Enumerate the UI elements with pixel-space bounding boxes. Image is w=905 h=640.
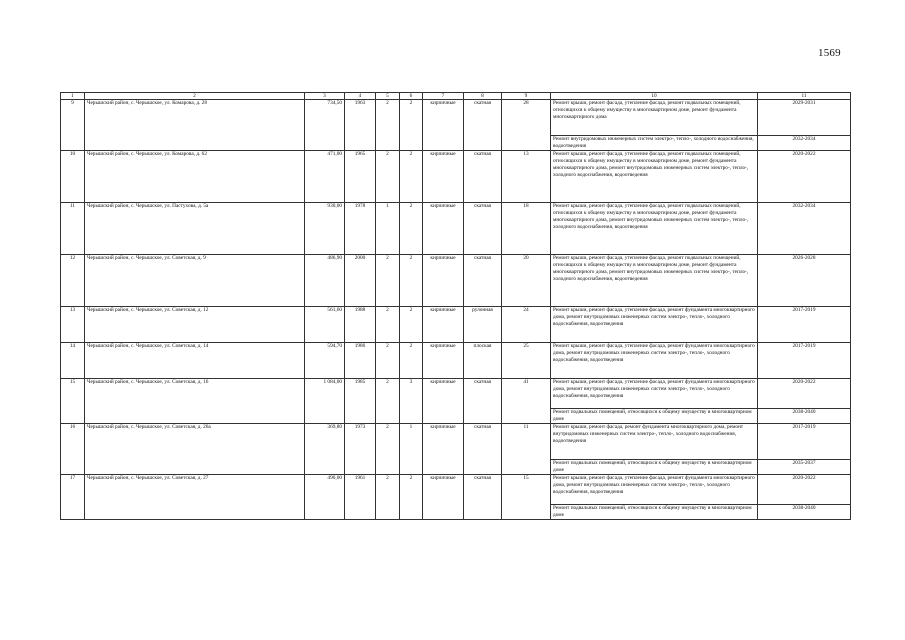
row-apartments: 41 — [502, 379, 551, 424]
row-year: 1985 — [345, 379, 376, 424]
row-area: 594,70 — [305, 343, 345, 379]
row-number: 14 — [61, 343, 85, 379]
row-address: Черышский район, с. Черышское, ул. Пастухова, д. 5а — [85, 203, 305, 255]
row-address: Черышский район, с. Черышское, ул. Советская, д. 12 — [85, 307, 305, 343]
table-row — [61, 424, 851, 460]
row-work-description: Ремонт крыши, ремонт фасада, утепление фасада, ремонт фундамента многоквартирного дома, ремонт внутридомовых инженерных систем электро-, тепло-, холодного водоснабжения, водоотведения — [551, 307, 758, 343]
row-number: 15 — [61, 379, 85, 424]
row-roof-type: скатная — [464, 100, 502, 151]
row-apartments: 24 — [502, 307, 551, 343]
row-work-period: 2035-2037 — [758, 460, 851, 475]
row-floors: 2 — [376, 151, 400, 203]
row-entrances: 2 — [400, 151, 423, 203]
row-wall-material: кирпичные — [423, 255, 464, 307]
row-floors: 2 — [376, 475, 400, 520]
row-entrances: 3 — [400, 379, 423, 424]
column-header: 4 — [345, 93, 376, 100]
repair-program-table — [60, 92, 851, 520]
row-address: Черышский район, с. Черышское, ул. Советская, д. 9 — [85, 255, 305, 307]
row-year: 2000 — [345, 255, 376, 307]
row-year: 1963 — [345, 100, 376, 151]
column-header: 1 — [61, 93, 85, 100]
row-work-description: Ремонт крыши, ремонт фасада, утепление фасада, ремонт подвальных помещений, относящихся к общему имуществу в многоквартирном доме, ремонт фундамента многоквартирного дома, ремонт внутридомовых инженерных систем электро-, тепло-, холодного водоснабжения, водоотведения — [551, 203, 758, 255]
row-roof-type: скатная — [464, 255, 502, 307]
row-number: 16 — [61, 424, 85, 475]
row-work-period: 2032-2034 — [758, 203, 851, 255]
row-work-description: Ремонт крыши, ремонт фасада, утепление фасада, ремонт подвальных помещений, относящихся к общему имуществу в многоквартирном доме, ремонт фундамента многоквартирного дома, ремонт внутридомовых инженерных систем электро-, тепло-, холодного водоснабжения, водоотведения — [551, 151, 758, 203]
row-floors: 2 — [376, 100, 400, 151]
row-apartments: 20 — [502, 255, 551, 307]
row-number: 9 — [61, 100, 85, 151]
row-address: Черышский район, с. Черышское, ул. Советская, д. 16 — [85, 379, 305, 424]
row-entrances: 1 — [400, 424, 423, 475]
row-apartments: 18 — [502, 203, 551, 255]
table-row — [61, 203, 851, 255]
row-floors: 2 — [376, 255, 400, 307]
row-apartments: 28 — [502, 100, 551, 151]
row-work-period: 2038-2040 — [758, 505, 851, 520]
row-number: 13 — [61, 307, 85, 343]
row-wall-material: кирпичные — [423, 475, 464, 520]
column-header: 9 — [502, 93, 551, 100]
row-apartments: 13 — [502, 151, 551, 203]
row-year: 1961 — [345, 475, 376, 520]
row-roof-type: скатная — [464, 203, 502, 255]
row-work-description: Ремонт крыши, ремонт фасада, утепление фасада, ремонт фундамента многоквартирного дома, ремонт внутридомовых инженерных систем электро-, тепло-, холодного водоснабжения, водоотведения — [551, 343, 758, 379]
row-work-period: 2017-2019 — [758, 307, 851, 343]
row-area: 734,50 — [305, 100, 345, 151]
row-area: 471,00 — [305, 151, 345, 203]
column-header: 2 — [85, 93, 305, 100]
row-address: Черышский район, с. Черышское, ул. Комарова, д. 62 — [85, 151, 305, 203]
row-work-period: 2020-2022 — [758, 151, 851, 203]
table-row — [61, 343, 851, 379]
row-address: Черышский район, с. Черышское, ул. Комарова, д. 28 — [85, 100, 305, 151]
row-work-description: Ремонт крыши, ремонт фасада, утепление фасада, ремонт фундамента многоквартирного дома, ремонт внутридомовых инженерных систем электро-, тепло-, холодного водоснабжения, водоотведения — [551, 379, 758, 409]
row-apartments: 11 — [502, 424, 551, 475]
row-work-description: Ремонт подвальных помещений, относящихся к общему имуществу в многоквартирном доме — [551, 409, 758, 424]
column-header: 11 — [758, 93, 851, 100]
row-work-period: 2020-2022 — [758, 475, 851, 505]
table-row — [61, 475, 851, 505]
row-work-period: 2017-2019 — [758, 343, 851, 379]
row-year: 1973 — [345, 424, 376, 475]
table-row — [61, 379, 851, 409]
row-wall-material: кирпичные — [423, 100, 464, 151]
column-header: 3 — [305, 93, 345, 100]
row-floors: 1 — [376, 203, 400, 255]
row-address: Черышский район, с. Черышское, ул. Советская, д. 14 — [85, 343, 305, 379]
row-roof-type: скатная — [464, 151, 502, 203]
column-header: 10 — [551, 93, 758, 100]
row-floors: 2 — [376, 343, 400, 379]
row-entrances: 2 — [400, 100, 423, 151]
row-area: 1 084,00 — [305, 379, 345, 424]
row-roof-type: плоская — [464, 343, 502, 379]
row-number: 10 — [61, 151, 85, 203]
row-entrances: 2 — [400, 255, 423, 307]
row-work-description: Ремонт крыши, ремонт фасада, ремонт фундамента многоквартирного дома, ремонт внутридомовых инженерных систем электро-, тепло-, холодного водоснабжения, водоотведения — [551, 424, 758, 460]
column-header: 5 — [376, 93, 400, 100]
column-header: 8 — [464, 93, 502, 100]
row-number: 11 — [61, 203, 85, 255]
row-area: 561,60 — [305, 307, 345, 343]
row-apartments: 25 — [502, 343, 551, 379]
row-roof-type: скатная — [464, 424, 502, 475]
row-entrances: 2 — [400, 475, 423, 520]
row-roof-type: скатная — [464, 475, 502, 520]
table-row — [61, 307, 851, 343]
row-work-description: Ремонт подвальных помещений, относящихся к общему имуществу в многоквартирном доме — [551, 505, 758, 520]
row-address: Черышский район, с. Черышское, ул. Советская, д. 26а — [85, 424, 305, 475]
row-area: 486,90 — [305, 255, 345, 307]
row-work-period: 2017-2019 — [758, 424, 851, 460]
column-header: 7 — [423, 93, 464, 100]
row-year: 1978 — [345, 203, 376, 255]
row-wall-material: кирпичные — [423, 424, 464, 475]
row-work-period: 2020-2022 — [758, 379, 851, 409]
row-year: 1986 — [345, 343, 376, 379]
row-year: 1965 — [345, 151, 376, 203]
row-year: 1988 — [345, 307, 376, 343]
row-area: 369,80 — [305, 424, 345, 475]
row-wall-material: кирпичные — [423, 151, 464, 203]
table-row — [61, 255, 851, 307]
row-work-period: 2032-2034 — [758, 136, 851, 151]
row-entrances: 2 — [400, 343, 423, 379]
row-wall-material: кирпичные — [423, 307, 464, 343]
row-work-description: Ремонт внутридомовых инженерных систем электро-, тепло-, холодного водоснабжения, водоотведения — [551, 136, 758, 151]
row-floors: 2 — [376, 307, 400, 343]
row-roof-type: рулонная — [464, 307, 502, 343]
row-address: Черышский район, с. Черышское, ул. Советская, д. 27 — [85, 475, 305, 520]
row-apartments: 15 — [502, 475, 551, 520]
row-wall-material: кирпичные — [423, 343, 464, 379]
row-area: 490,00 — [305, 475, 345, 520]
row-entrances: 2 — [400, 203, 423, 255]
page-number: 1569 — [818, 47, 841, 59]
row-work-period: 2026-2028 — [758, 255, 851, 307]
table-row — [61, 151, 851, 203]
row-work-period: 2029-2031 — [758, 100, 851, 136]
row-wall-material: кирпичные — [423, 203, 464, 255]
row-work-description: Ремонт крыши, ремонт фасада, утепление фасада, ремонт фундамента многоквартирного дома, ремонт внутридомовых инженерных систем электро-, тепло-, холодного водоснабжения, водоотведения — [551, 475, 758, 505]
row-floors: 2 — [376, 379, 400, 424]
row-work-description: Ремонт подвальных помещений, относящихся к общему имуществу в многоквартирном доме — [551, 460, 758, 475]
column-header: 6 — [400, 93, 423, 100]
table-row — [61, 100, 851, 136]
row-work-description: Ремонт крыши, ремонт фасада, утепление фасада, ремонт подвальных помещений, относящихся к общему имуществу в многоквартирном доме, ремонт фундамента многоквартирного дома, ремонт внутридомовых инженерных систем электро-, тепло-, холодного водоснабжения, водоотведения — [551, 255, 758, 307]
row-work-period: 2038-2040 — [758, 409, 851, 424]
row-entrances: 2 — [400, 307, 423, 343]
row-wall-material: кирпичные — [423, 379, 464, 424]
row-number: 17 — [61, 475, 85, 520]
row-work-description: Ремонт крыши, ремонт фасада, утепление фасада, ремонт подвальных помещений, относящихся к общему имуществу в многоквартирном доме, ремонт фундамента многоквартирного дома — [551, 100, 758, 136]
column-number-row — [61, 93, 851, 100]
row-area: 930,00 — [305, 203, 345, 255]
row-roof-type: скатная — [464, 379, 502, 424]
row-number: 12 — [61, 255, 85, 307]
row-floors: 2 — [376, 424, 400, 475]
